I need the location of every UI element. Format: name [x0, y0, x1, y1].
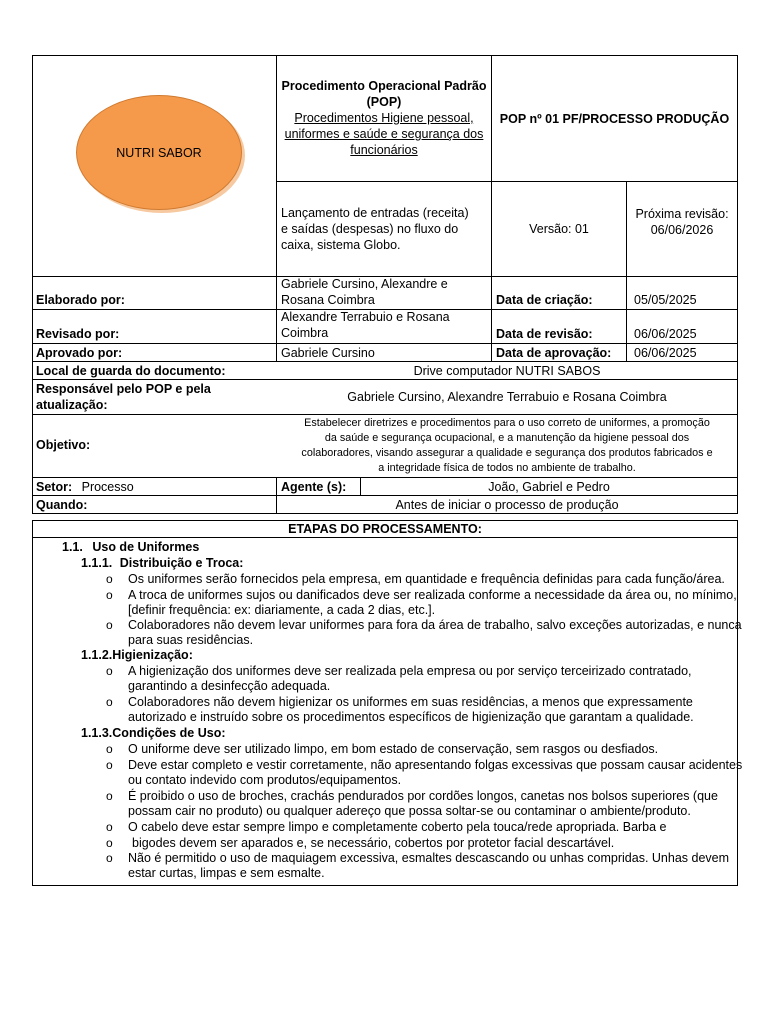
bullet-icon: o	[106, 572, 113, 586]
bullet-icon: o	[106, 758, 113, 772]
section-1-1-number: 1.1.	[62, 540, 83, 554]
sector-value: Processo	[81, 480, 134, 494]
approved-value: Gabriele Cursino	[281, 346, 375, 360]
version: Versão: 01	[529, 222, 589, 236]
bullet-icon: o	[106, 789, 113, 803]
list-item-continuation: garantindo a desinfecção adequada.	[128, 679, 331, 693]
list-item: Deve estar completo e vestir corretamente, não apresentando folgas excessivas que possam causar acidentes	[128, 758, 743, 772]
responsible-label-line1: Responsável pelo POP e pela	[36, 382, 211, 396]
section-1-1-3-number: 1.1.3.	[81, 726, 113, 740]
section-1-1	[62, 539, 199, 555]
section-1-1-2-number: 1.1.2.	[81, 648, 113, 662]
list-item: Os uniformes serão fornecidos pela empresa, em quantidade e frequência definidas para cada função/área.	[128, 572, 725, 586]
approved-label: Aprovado por:	[36, 346, 123, 360]
when-value: Antes de iniciar o processo de produção	[395, 498, 619, 512]
bullet-icon: o	[106, 851, 113, 865]
list-item-continuation: possam cair no produto) ou qualquer adereço que possa soltar-se ou contaminar o ambiente/produto.	[128, 804, 691, 818]
next-revision-date: 06/06/2026	[650, 223, 714, 237]
list-item: A troca de uniformes sujos ou danificados deve ser realizada conforme a necessidade da área ou, no mínimo,	[128, 588, 737, 602]
revised-line2: Coimbra	[281, 326, 329, 340]
section-1-1-3	[81, 725, 226, 741]
list-item: O cabelo deve estar sempre limpo e completamente coberto pela touca/rede apropriada. Barba e	[128, 820, 667, 834]
objective-line3: colaboradores, visando assegurar a qualidade e segurança dos produtos fabricados e	[301, 447, 713, 459]
sector	[36, 479, 134, 495]
section-1-1-3-title: Condições de Uso:	[112, 726, 226, 740]
revised-label: Revisado por:	[36, 327, 120, 341]
elaborated-value	[281, 276, 448, 308]
creation-date: 05/05/2025	[634, 293, 697, 307]
responsible-value: Gabriele Cursino, Alexandre Terrabuio e Rosana Coimbra	[347, 390, 667, 404]
pop-subtitle-line3: funcionários	[350, 143, 418, 157]
elaborated-line1: Gabriele Cursino, Alexandre e	[281, 277, 448, 291]
location-value: Drive computador NUTRI SABOS	[413, 364, 601, 378]
list-item-continuation: ou contato indevido com produtos/equipamentos.	[128, 773, 402, 787]
creation-label: Data de criação:	[496, 293, 593, 307]
list-item: É proibido o uso de broches, crachás pendurados por cordões longos, canetas nos bolsos superiores (que	[128, 789, 718, 803]
revision-date: 06/06/2025	[634, 327, 697, 341]
pop-number: POP nº 01 PF/PROCESSO PRODUÇÃO	[499, 111, 730, 126]
section-1-1-1-number: 1.1.1.	[81, 556, 113, 570]
section-1-1-2-title: Higienização:	[112, 648, 193, 662]
approval-date: 06/06/2025	[634, 346, 697, 360]
list-item: bigodes devem ser aparados e, se necessário, cobertos por protetor facial descartável.	[132, 836, 615, 850]
agents-value: João, Gabriel e Pedro	[488, 480, 610, 494]
description-line3: caixa, sistema Globo.	[281, 238, 401, 252]
section-1-1-title: Uso de Uniformes	[92, 540, 200, 554]
pop-title-block	[277, 78, 491, 158]
elaborated-label: Elaborado por:	[36, 293, 125, 307]
list-item: Não é permitido o uso de maquiagem excessiva, esmaltes descascando ou unhas compridas. Unhas devem	[128, 851, 730, 865]
responsible-label	[36, 381, 211, 413]
list-item-continuation: autorizado e instruído sobre os procedimentos específicos de higienização que garantam a qualidade.	[128, 710, 694, 724]
bullet-icon: o	[106, 618, 113, 632]
objective-label: Objetivo:	[36, 438, 91, 452]
revised-line1: Alexandre Terrabuio e Rosana	[281, 310, 450, 324]
location-label: Local de guarda do documento:	[36, 364, 226, 378]
revision-label: Data de revisão:	[496, 327, 593, 341]
pop-description	[281, 205, 489, 253]
elaborated-line2: Rosana Coimbra	[281, 293, 375, 307]
list-item: Colaboradores não devem levar uniformes para fora da área de trabalho, salvo exceções autorizadas, e nunca	[128, 618, 742, 632]
description-line2: e saídas (despesas) no fluxo do	[281, 222, 459, 236]
bullet-icon: o	[106, 742, 113, 756]
responsible-label-line2: atualização:	[36, 398, 108, 412]
pop-subtitle-line1: Procedimentos Higiene pessoal,	[294, 111, 474, 125]
steps-heading: ETAPAS DO PROCESSAMENTO:	[288, 522, 482, 536]
section-1-1-1	[81, 555, 243, 571]
section-1-1-1-title: Distribuição e Troca:	[119, 556, 244, 570]
approval-label: Data de aprovação:	[496, 346, 612, 360]
description-line1: Lançamento de entradas (receita)	[281, 206, 469, 220]
objective-line2: da saúde e segurança ocupacional, e a manutenção da higiene pessoal dos	[324, 432, 690, 444]
list-item: O uniforme deve ser utilizado limpo, em bom estado de conservação, sem rasgos ou desfiados.	[128, 742, 659, 756]
list-item-continuation: [definir frequência: ex: diariamente, a cada 2 dias, etc.].	[128, 603, 436, 617]
company-logo	[76, 95, 242, 210]
next-revision-label: Próxima revisão:	[635, 207, 729, 221]
list-item: Colaboradores não devem higienizar os uniformes em suas residências, a menos que expressamente	[128, 695, 693, 709]
sector-label: Setor:	[36, 480, 73, 494]
bullet-icon: o	[106, 836, 113, 850]
pop-subtitle-line2: uniformes e saúde e segurança dos	[284, 127, 484, 141]
bullet-icon: o	[106, 664, 113, 678]
next-revision	[627, 206, 737, 238]
pop-title: Procedimento Operacional Padrão	[281, 79, 487, 93]
agents-label: Agente (s):	[281, 480, 347, 494]
objective-text	[277, 416, 737, 476]
list-item: A higienização dos uniformes deve ser realizada pela empresa ou por serviço terceirizado contratado,	[128, 664, 692, 678]
objective-line4: a integridade física de todos no ambiente de trabalho.	[378, 462, 636, 474]
list-item-continuation: estar curtas, limpas e sem esmalte.	[128, 866, 325, 880]
bullet-icon: o	[106, 695, 113, 709]
logo-text: NUTRI SABOR	[116, 145, 202, 160]
section-1-1-2	[81, 647, 193, 663]
objective-line1: Estabelecer diretrizes e procedimentos para o uso correto de uniformes, a promoção	[304, 417, 710, 429]
when-label: Quando:	[36, 498, 88, 512]
revised-value	[281, 309, 450, 341]
list-item-continuation: para suas residências.	[128, 633, 254, 647]
bullet-icon: o	[106, 820, 113, 834]
bullet-icon: o	[106, 588, 113, 602]
pop-title-abbrev: (POP)	[366, 95, 402, 109]
